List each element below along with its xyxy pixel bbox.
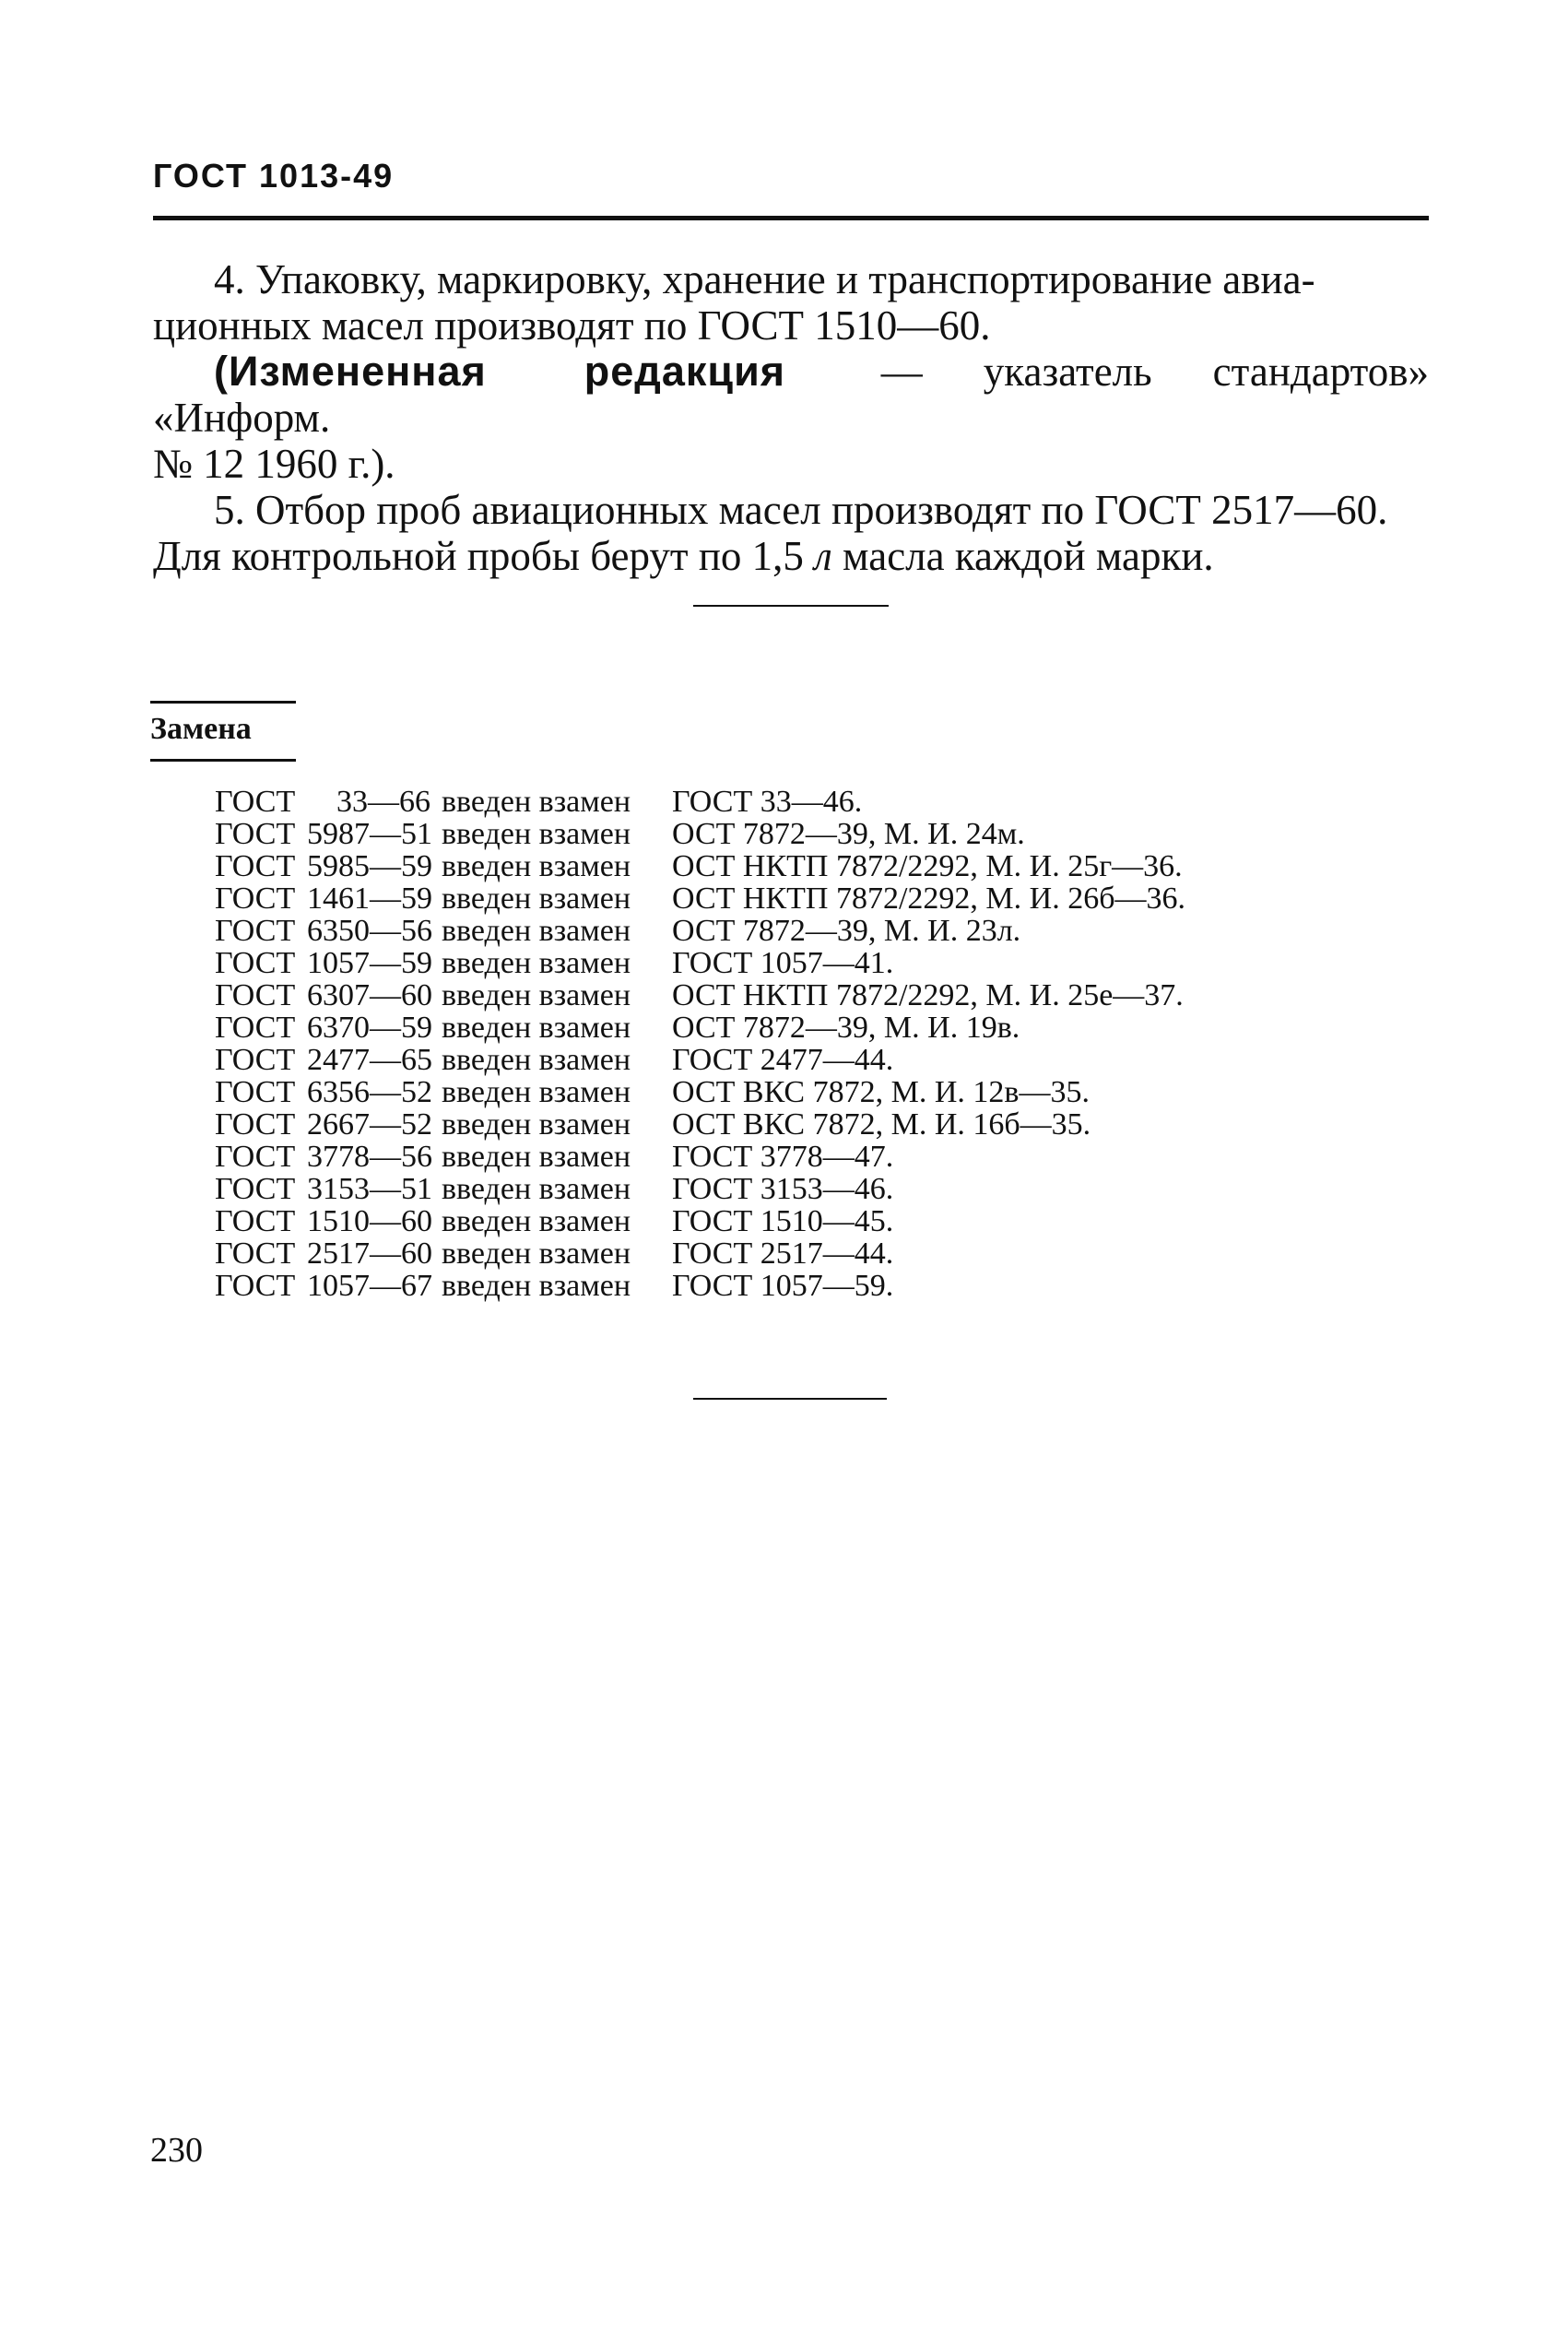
replacement-new-standard: 3778—56 [307,1140,432,1174]
replacement-intro: введен взамен [442,978,631,1012]
replacement-row [215,979,1185,1012]
document-header: ГОСТ 1013-49 [153,157,395,195]
replacement-new-standard: 3153—51 [307,1172,432,1206]
paragraph-5-line-2 [153,533,1429,579]
replacement-old-standard: ГОСТ 3778—47. [672,1140,894,1174]
replacement-new-standard: 2477—65 [307,1043,432,1077]
replacement-old-standard: ОСТ НКТП 7872/2292, М. И. 25е—37. [672,978,1184,1012]
replacement-new-standard: 1057—59 [307,946,432,980]
paragraph-4-line-2: ционных масел производят по ГОСТ 1510—60. [153,302,991,349]
header-rule [153,216,1429,220]
replacement-intro: введен взамен [442,882,631,916]
edit-note-line-2: № 12 1960 г.). [153,441,395,487]
replacement-row [215,1076,1185,1108]
replacement-row [215,1108,1185,1141]
edit-note-word-3: стандартов» [1212,349,1429,395]
replacement-row [215,1237,1185,1270]
replacement-gost-label: ГОСТ [215,978,296,1012]
replacement-gost-label: ГОСТ [215,1172,296,1206]
replacement-old-standard: ОСТ 7872—39, М. И. 19в. [672,1011,1020,1045]
paragraph-5-text-b: масла каждой марки. [831,533,1214,579]
replacement-row [215,882,1185,915]
replacement-intro: введен взамен [442,1011,631,1045]
replacement-title: Замена [150,712,252,746]
paragraph-4-line-1: 4. Упаковку, маркировку, хранение и транспортирование авиа- [214,256,1315,302]
replacement-gost-label: ГОСТ [215,1269,296,1303]
replacement-new-standard: 6370—59 [307,1011,432,1045]
replacement-gost-label: ГОСТ [215,849,296,883]
replacement-new-standard: 33—66 [336,785,430,819]
replacement-gost-label: ГОСТ [215,1011,296,1045]
replacement-intro: введен взамен [442,1140,631,1174]
replacement-old-standard: ГОСТ 33—46. [672,785,863,819]
replacement-intro: введен взамен [442,1172,631,1206]
replacement-row [215,947,1185,979]
replacement-gost-label: ГОСТ [215,882,296,916]
replacement-intro: введен взамен [442,1107,631,1142]
replacement-new-standard: 6307—60 [307,978,432,1012]
replacement-intro: введен взамен [442,1236,631,1271]
edit-note-word-2: указатель [983,349,1152,395]
body-text [153,256,1429,579]
replacement-row [215,850,1185,882]
replacement-old-standard: ОСТ 7872—39, М. И. 23л. [672,914,1021,948]
replacement-row [215,1044,1185,1076]
replacement-old-standard: ГОСТ 1057—59. [672,1269,894,1303]
replacement-intro: введен взамен [442,1043,631,1077]
replacement-new-standard: 2517—60 [307,1236,432,1271]
edit-note-line-1 [153,349,1429,441]
replacement-old-standard: ГОСТ 1057—41. [672,946,894,980]
replacement-new-standard: 5985—59 [307,849,432,883]
replacement-old-standard: ГОСТ 2517—44. [672,1236,894,1271]
replacement-gost-label: ГОСТ [215,1075,296,1109]
replacement-old-standard: ОСТ 7872—39, М. И. 24м. [672,817,1025,851]
replacement-intro: введен взамен [442,1269,631,1303]
replacement-old-standard: ГОСТ 2477—44. [672,1043,894,1077]
replacement-row [215,1012,1185,1044]
replacement-new-standard: 6350—56 [307,914,432,948]
unit-liter: л [814,533,832,579]
replacement-intro: введен взамен [442,785,631,819]
replacement-title-rule-top [150,701,296,704]
replacement-intro: введен взамен [442,849,631,883]
replacement-gost-label: ГОСТ [215,817,296,851]
replacement-gost-label: ГОСТ [215,1140,296,1174]
replacement-row [215,1173,1185,1205]
replacement-intro: введен взамен [442,1075,631,1109]
edit-note-prefix [153,349,923,441]
replacement-gost-label: ГОСТ [215,1236,296,1271]
replacement-old-standard: ОСТ НКТП 7872/2292, М. И. 25г—36. [672,849,1183,883]
replacement-intro: введен взамен [442,946,631,980]
edit-note-source: — «Информ. [153,349,923,441]
replacement-new-standard: 5987—51 [307,817,432,851]
replacement-old-standard: ГОСТ 1510—45. [672,1204,894,1238]
replacement-old-standard: ОСТ НКТП 7872/2292, М. И. 26б—36. [672,882,1185,916]
paragraph-5-text-a: Для контрольной пробы берут по 1,5 [153,533,815,579]
replacement-new-standard: 1461—59 [307,882,432,916]
replacement-row [215,915,1185,947]
replacement-gost-label: ГОСТ [215,785,296,819]
replacement-old-standard: ОСТ ВКС 7872, М. И. 12в—35. [672,1075,1090,1109]
replacement-gost-label: ГОСТ [215,1107,296,1142]
replacement-new-standard: 1510—60 [307,1204,432,1238]
replacement-old-standard: ОСТ ВКС 7872, М. И. 16б—35. [672,1107,1091,1142]
replacement-new-standard: 2667—52 [307,1107,432,1142]
section-divider [693,605,889,607]
end-divider [693,1398,887,1400]
paragraph-5-line-1: 5. Отбор проб авиационных масел производят по ГОСТ 2517—60. [214,487,1388,533]
replacement-intro: введен взамен [442,817,631,851]
replacement-gost-label: ГОСТ [215,914,296,948]
replacement-new-standard: 6356—52 [307,1075,432,1109]
replacement-row [215,1141,1185,1173]
replacement-gost-label: ГОСТ [215,946,296,980]
replacement-row [215,818,1185,850]
replacement-new-standard: 1057—67 [307,1269,432,1303]
replacement-row [215,786,1185,818]
replacement-title-rule-bottom [150,759,296,762]
page-number: 230 [150,2131,203,2170]
replacement-list [215,786,1185,1302]
replacement-gost-label: ГОСТ [215,1204,296,1238]
replacement-row [215,1205,1185,1237]
replacement-row [215,1270,1185,1302]
replacement-old-standard: ГОСТ 3153—46. [672,1172,894,1206]
edit-note-bold: (Измененная редакция [214,348,785,395]
replacement-intro: введен взамен [442,1204,631,1238]
replacement-intro: введен взамен [442,914,631,948]
replacement-gost-label: ГОСТ [215,1043,296,1077]
